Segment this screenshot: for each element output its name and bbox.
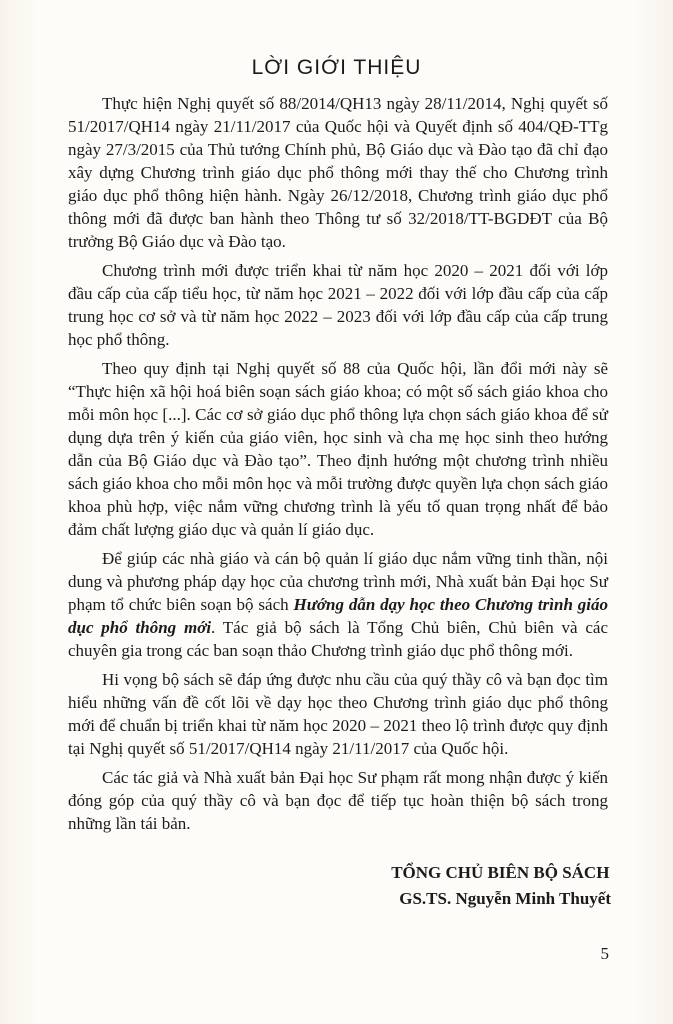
- signature-name: GS.TS. Nguyễn Minh Thuyết: [399, 889, 611, 908]
- paragraph-1: Thực hiện Nghị quyết số 88/2014/QH13 ngày 28/11/2014, Nghị quyết số 51/2017/QH14 ngày 21/11/2017 của Quốc hội và Quyết định số 404/QĐ-TTg ngày 27/3/2015 của Thủ tướng Chính phủ, Bộ Giáo dục và Đào tạo đã chỉ đạo xây dựng Chương trình giáo dục phổ thông mới thay thế cho Chương trình giáo dục phổ thông hiện hành. Ngày 26/12/2018, Chương trình giáo dục phổ thông mới đã được ban hành theo Thông tư số 32/2018/TT-BGDĐT của Bộ trưởng Bộ Giáo dục và Đào tạo.: [68, 94, 608, 251]
- paragraph-5: Hi vọng bộ sách sẽ đáp ứng được nhu cầu của quý thầy cô và bạn đọc tìm hiểu những vấn đề cốt lõi về dạy học theo Chương trình giáo dục phổ thông mới để chuẩn bị triển khai từ năm học 2020 – 2021 theo lộ trình được quy định tại Nghị quyết số 51/2017/QH14 ngày 21/11/2017 của Quốc hội.: [68, 670, 608, 758]
- paragraph-4-tail: . Tác giả bộ sách là Tổng Chủ biên, Chủ biên và các chuyên gia trong các ban soạn thảo Chương trình giáo dục phổ thông mới.: [68, 618, 608, 660]
- paragraph-3: Theo quy định tại Nghị quyết số 88 của Quốc hội, lần đổi mới này sẽ “Thực hiện xã hội hoá biên soạn sách giáo khoa; có một số sách giáo khoa cho mỗi môn học [...]. Các cơ sở giáo dục phổ thông lựa chọn sách giáo khoa để sử dụng dựa trên ý kiến của giáo viên, học sinh và cha mẹ học sinh theo hướng dẫn của Bộ Giáo dục và Đào tạo”. Theo định hướng một chương trình nhiều sách giáo khoa cho mỗi môn học và mỗi trường được quyền lựa chọn sách giáo khoa phù hợp, việc nắm vững chương trình là yếu tố quan trọng nhất để bảo đảm chất lượng giáo dục và quản lí giáo dục.: [68, 359, 608, 539]
- paragraph-2: Chương trình mới được triển khai từ năm học 2020 – 2021 đối với lớp đầu cấp của cấp tiểu học, từ năm học 2021 – 2022 đối với lớp đầu cấp của cấp trung học cơ sở và từ năm học 2022 – 2023 đối với lớp đầu cấp của cấp trung học phổ thông.: [68, 261, 608, 349]
- signature-block: [391, 860, 611, 912]
- signature-title: TỔNG CHỦ BIÊN BỘ SÁCH: [391, 863, 610, 882]
- paragraph-4: [68, 547, 608, 662]
- page-title: LỜI GIỚI THIỆU: [251, 56, 422, 79]
- page-number: 5: [600, 944, 609, 963]
- book-series-title: Hướng dẫn dạy học theo Chương trình giáo dục phổ thông mới: [68, 595, 608, 637]
- paragraph-4-lead: Để giúp các nhà giáo và cán bộ quản lí giáo dục nắm vững tinh thần, nội dung và phương pháp dạy học của chương trình mới, Nhà xuất bản Đại học Sư phạm tổ chức biên soạn bộ sách: [68, 549, 608, 614]
- paragraph-6: Các tác giả và Nhà xuất bản Đại học Sư phạm rất mong nhận được ý kiến đóng góp của quý thầy cô và bạn đọc để tiếp tục hoàn thiện bộ sách trong những lần tái bản.: [68, 768, 608, 833]
- introduction-body: [68, 92, 608, 841]
